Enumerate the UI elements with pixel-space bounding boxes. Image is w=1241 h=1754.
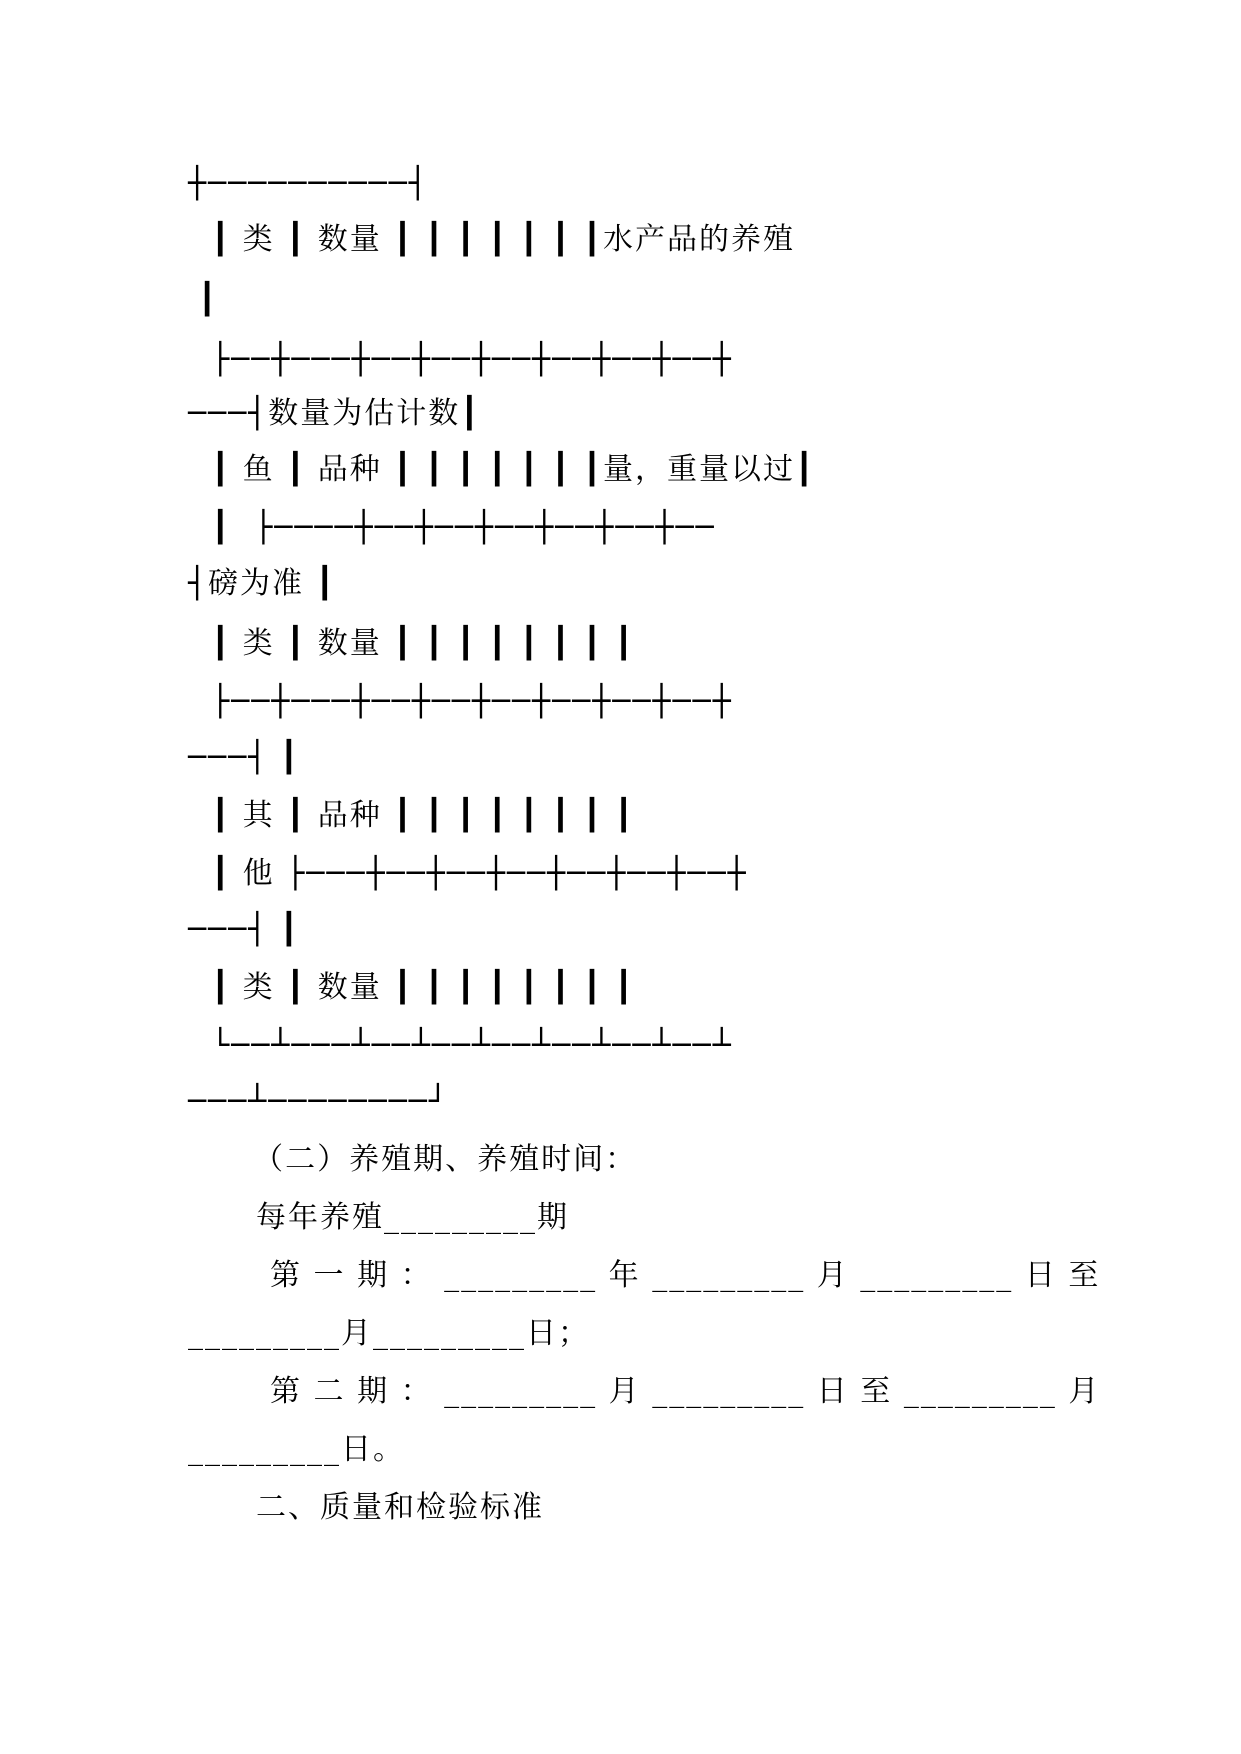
- document-line: （二）养殖期、养殖时间：: [230, 1142, 638, 1177]
- document-line: ┃ 鱼 ┃ 品种 ┃ ┃ ┃ ┃ ┃ ┃ ┃量，重量以过┃: [188, 452, 816, 487]
- document-line: _________日。: [188, 1432, 405, 1467]
- document-line: ┃: [198, 282, 219, 317]
- document-line: ┃ 类 ┃ 数量 ┃ ┃ ┃ ┃ ┃ ┃ ┃ ┃: [188, 970, 635, 1005]
- document-line: 第 一 期 ： _________ 年 _________ 月 _________ 日 至: [270, 1258, 1101, 1293]
- document-line: ───┤ ┃: [188, 740, 300, 775]
- document-line: └──┴───┴──┴──┴──┴──┴──┴──┴: [188, 1028, 733, 1063]
- document-line: 二、质量和检验标准: [256, 1490, 544, 1525]
- document-line: ┃ 他 ├───┼──┼──┼──┼──┼──┼──┼: [188, 856, 748, 891]
- document-line: 每年养殖_________期: [256, 1200, 569, 1235]
- document-line: ───┤ ┃: [188, 912, 300, 947]
- document-line: ───┴────────┘: [188, 1084, 449, 1119]
- document-line: _________月_________日；: [188, 1316, 590, 1351]
- document-line: ┃ 类 ┃ 数量 ┃ ┃ ┃ ┃ ┃ ┃ ┃ ┃: [188, 626, 635, 661]
- document-line: ┼──────────┤: [188, 166, 429, 201]
- document-line: ┤磅为准 ┃: [188, 566, 336, 601]
- document-line: ┃ 其 ┃ 品种 ┃ ┃ ┃ ┃ ┃ ┃ ┃ ┃: [188, 798, 635, 833]
- document-line: 第 二 期 ： _________ 月 _________ 日 至 _________ 月: [270, 1374, 1101, 1409]
- document-line: ┃ ├────┼──┼──┼──┼──┼──┼──: [188, 510, 716, 545]
- document-line: ───┤数量为估计数┃: [188, 396, 481, 431]
- document-line: ├──┼───┼──┼──┼──┼──┼──┼──┼: [188, 342, 733, 377]
- document-line: ├──┼───┼──┼──┼──┼──┼──┼──┼: [188, 684, 733, 719]
- document-line: ┃ 类 ┃ 数量 ┃ ┃ ┃ ┃ ┃ ┃ ┃水产品的养殖: [188, 222, 795, 257]
